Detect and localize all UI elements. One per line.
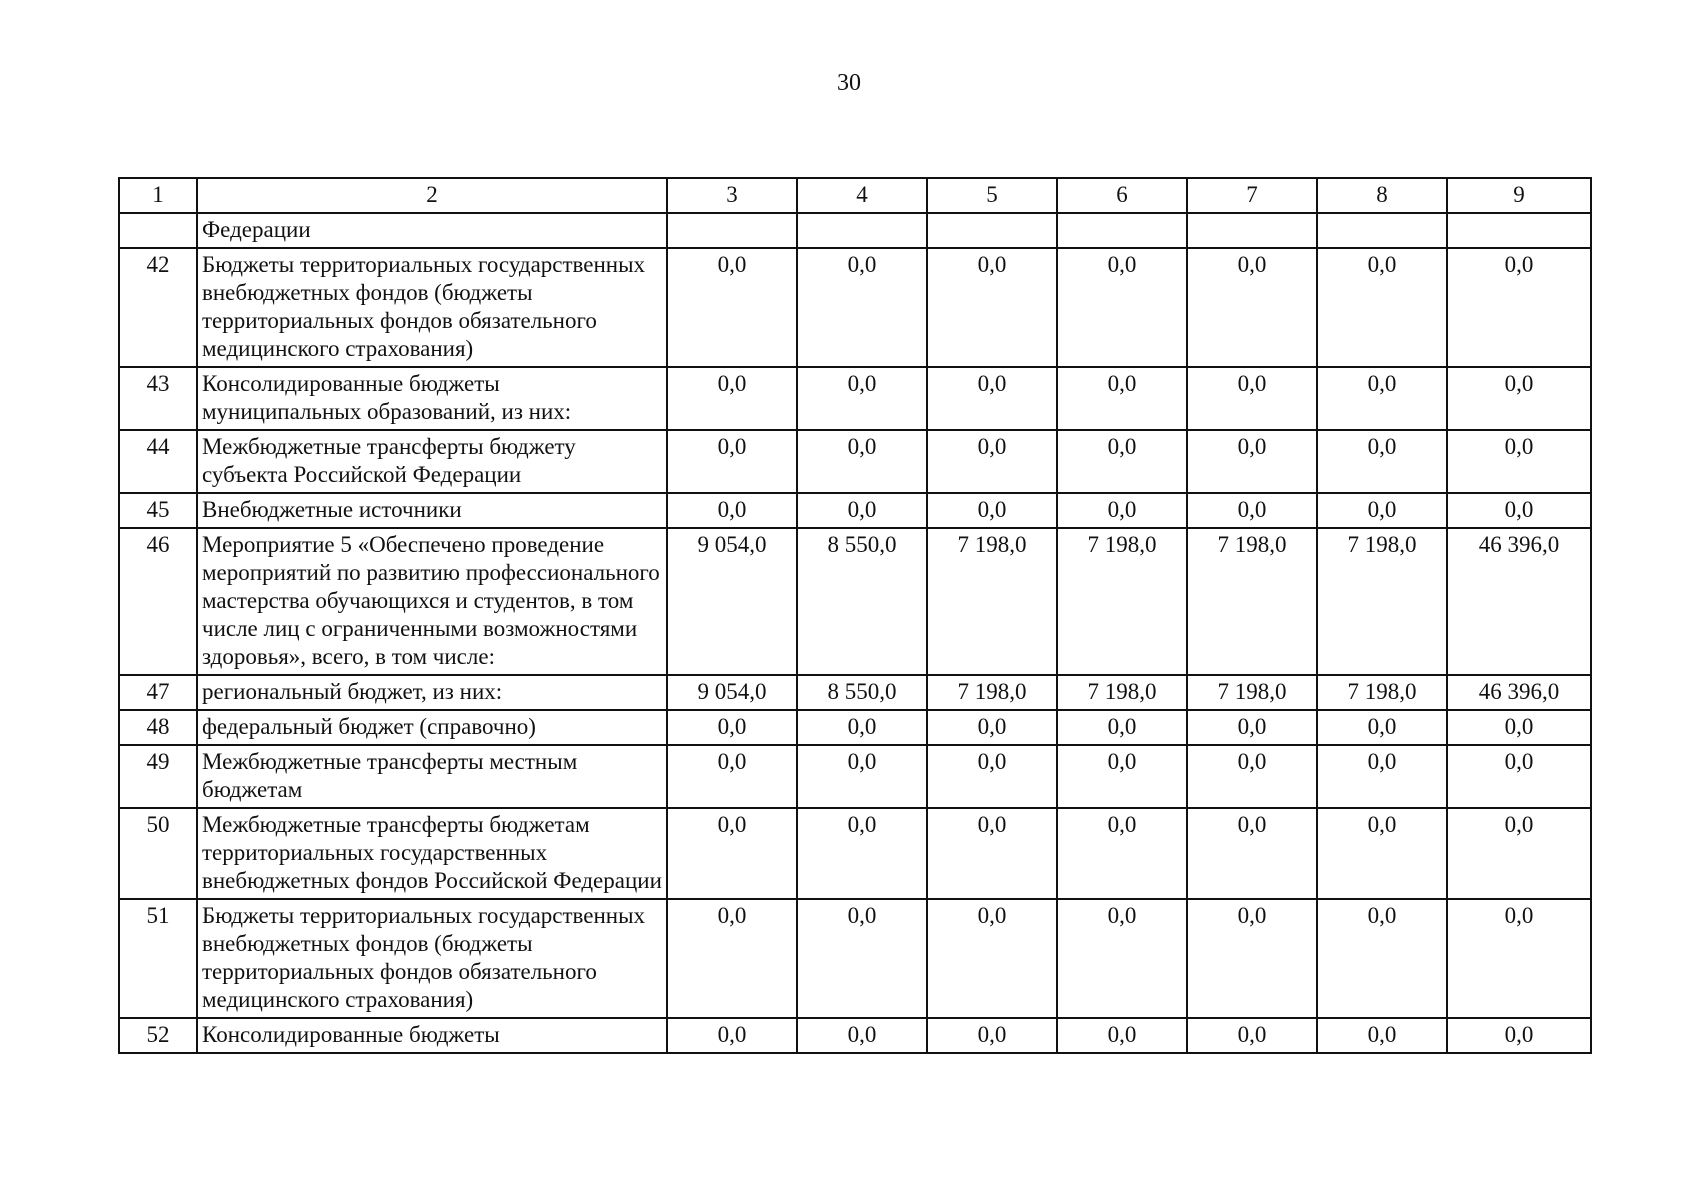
value-cell: 0,0 <box>1187 430 1317 493</box>
row-description: Мероприятие 5 «Обеспечено проведение мероприятий по развитию профессионального мастерства обучающихся и студентов, в том числе лиц с ограниченными возможностями здоровья», всего, в том числе: <box>197 528 667 675</box>
page-number: 30 <box>837 70 861 96</box>
value-cell: 0,0 <box>1057 710 1187 745</box>
row-description: Межбюджетные трансферты бюджетам территориальных государственных внебюджетных фондов Российской Федерации <box>197 808 667 899</box>
value-cell: 0,0 <box>1057 899 1187 1018</box>
value-cell: 0,0 <box>797 248 927 367</box>
value-cell: 0,0 <box>667 710 797 745</box>
row-description: Бюджеты территориальных государственных внебюджетных фондов (бюджеты территориальных фондов обязательного медицинского страхования) <box>197 899 667 1018</box>
value-cell: 7 198,0 <box>1187 528 1317 675</box>
value-cell: 0,0 <box>1057 367 1187 430</box>
value-cell: 0,0 <box>927 710 1057 745</box>
value-cell: 0,0 <box>1057 745 1187 808</box>
value-cell: 0,0 <box>1447 710 1591 745</box>
value-cell: 7 198,0 <box>1057 528 1187 675</box>
value-cell: 0,0 <box>1187 367 1317 430</box>
row-number: 42 <box>119 248 197 367</box>
row-number: 47 <box>119 675 197 710</box>
row-number: 43 <box>119 367 197 430</box>
value-cell: 0,0 <box>667 745 797 808</box>
value-cell: 0,0 <box>927 899 1057 1018</box>
value-cell: 0,0 <box>927 493 1057 528</box>
value-cell: 0,0 <box>1447 248 1591 367</box>
row-number: 44 <box>119 430 197 493</box>
value-cell: 7 198,0 <box>927 675 1057 710</box>
table-row <box>119 1018 1591 1053</box>
row-description: Консолидированные бюджеты <box>197 1018 667 1053</box>
value-cell: 0,0 <box>797 493 927 528</box>
row-number: 48 <box>119 710 197 745</box>
value-cell: 0,0 <box>1187 1018 1317 1053</box>
value-cell: 0,0 <box>1447 367 1591 430</box>
table-row <box>119 675 1591 710</box>
value-cell: 0,0 <box>927 1018 1057 1053</box>
value-cell: 0,0 <box>1447 808 1591 899</box>
value-cell: 0,0 <box>1317 745 1447 808</box>
value-cell: 7 198,0 <box>1317 528 1447 675</box>
value-cell <box>1187 213 1317 248</box>
value-cell: 0,0 <box>1317 430 1447 493</box>
table-row <box>119 493 1591 528</box>
row-description: Внебюджетные источники <box>197 493 667 528</box>
row-number: 46 <box>119 528 197 675</box>
value-cell <box>927 213 1057 248</box>
table-row <box>119 808 1591 899</box>
table-row <box>119 710 1591 745</box>
value-cell: 0,0 <box>1317 1018 1447 1053</box>
value-cell: 0,0 <box>1057 1018 1187 1053</box>
table-row <box>119 248 1591 367</box>
value-cell <box>667 213 797 248</box>
value-cell: 0,0 <box>927 248 1057 367</box>
value-cell: 0,0 <box>927 808 1057 899</box>
value-cell: 0,0 <box>1057 808 1187 899</box>
value-cell: 46 396,0 <box>1447 675 1591 710</box>
table-row <box>119 430 1591 493</box>
table-row <box>119 213 1591 248</box>
value-cell: 0,0 <box>927 745 1057 808</box>
header-row <box>119 178 1591 213</box>
value-cell: 0,0 <box>797 808 927 899</box>
value-cell: 46 396,0 <box>1447 528 1591 675</box>
header-cell: 8 <box>1317 178 1447 213</box>
value-cell: 0,0 <box>667 808 797 899</box>
value-cell: 0,0 <box>1187 248 1317 367</box>
value-cell: 0,0 <box>1187 899 1317 1018</box>
header-cell: 3 <box>667 178 797 213</box>
value-cell: 0,0 <box>1447 745 1591 808</box>
row-number: 50 <box>119 808 197 899</box>
table-header <box>119 178 1591 213</box>
row-number <box>119 213 197 248</box>
budget-table <box>118 177 1592 1054</box>
value-cell: 9 054,0 <box>667 675 797 710</box>
value-cell: 0,0 <box>797 430 927 493</box>
header-cell: 4 <box>797 178 927 213</box>
value-cell: 0,0 <box>1447 493 1591 528</box>
value-cell: 0,0 <box>797 710 927 745</box>
table-body <box>119 213 1591 1053</box>
value-cell: 0,0 <box>667 899 797 1018</box>
value-cell: 7 198,0 <box>1057 675 1187 710</box>
row-description: Межбюджетные трансферты местным бюджетам <box>197 745 667 808</box>
value-cell: 0,0 <box>1057 493 1187 528</box>
value-cell: 0,0 <box>1447 1018 1591 1053</box>
value-cell: 0,0 <box>1317 710 1447 745</box>
value-cell: 0,0 <box>1447 899 1591 1018</box>
value-cell: 0,0 <box>1317 899 1447 1018</box>
value-cell: 0,0 <box>1187 710 1317 745</box>
value-cell: 0,0 <box>1317 248 1447 367</box>
row-description: Консолидированные бюджеты муниципальных образований, из них: <box>197 367 667 430</box>
value-cell: 0,0 <box>667 248 797 367</box>
value-cell: 0,0 <box>667 430 797 493</box>
value-cell: 0,0 <box>1057 430 1187 493</box>
header-cell: 5 <box>927 178 1057 213</box>
value-cell: 0,0 <box>1317 808 1447 899</box>
value-cell: 9 054,0 <box>667 528 797 675</box>
value-cell <box>1057 213 1187 248</box>
value-cell <box>1317 213 1447 248</box>
row-number: 51 <box>119 899 197 1018</box>
row-description: региональный бюджет, из них: <box>197 675 667 710</box>
row-description: Межбюджетные трансферты бюджету субъекта Российской Федерации <box>197 430 667 493</box>
header-cell: 7 <box>1187 178 1317 213</box>
value-cell: 0,0 <box>667 1018 797 1053</box>
row-description: Бюджеты территориальных государственных внебюджетных фондов (бюджеты территориальных фондов обязательного медицинского страхования) <box>197 248 667 367</box>
value-cell: 0,0 <box>667 493 797 528</box>
header-cell: 2 <box>197 178 667 213</box>
row-number: 45 <box>119 493 197 528</box>
value-cell: 0,0 <box>1317 367 1447 430</box>
value-cell: 7 198,0 <box>1187 675 1317 710</box>
value-cell: 0,0 <box>1187 745 1317 808</box>
value-cell: 0,0 <box>1187 493 1317 528</box>
value-cell: 0,0 <box>667 367 797 430</box>
header-cell: 6 <box>1057 178 1187 213</box>
value-cell: 0,0 <box>1057 248 1187 367</box>
table-row <box>119 745 1591 808</box>
value-cell: 0,0 <box>797 367 927 430</box>
value-cell: 7 198,0 <box>1317 675 1447 710</box>
value-cell: 8 550,0 <box>797 528 927 675</box>
value-cell: 0,0 <box>927 367 1057 430</box>
value-cell: 0,0 <box>797 1018 927 1053</box>
table-row <box>119 367 1591 430</box>
value-cell: 0,0 <box>1187 808 1317 899</box>
header-cell: 1 <box>119 178 197 213</box>
value-cell: 0,0 <box>1317 493 1447 528</box>
value-cell <box>797 213 927 248</box>
table-row <box>119 899 1591 1018</box>
value-cell: 0,0 <box>797 899 927 1018</box>
row-description: Федерации <box>197 213 667 248</box>
row-number: 49 <box>119 745 197 808</box>
value-cell: 0,0 <box>1447 430 1591 493</box>
value-cell: 0,0 <box>927 430 1057 493</box>
header-cell: 9 <box>1447 178 1591 213</box>
row-description: федеральный бюджет (справочно) <box>197 710 667 745</box>
value-cell <box>1447 213 1591 248</box>
table-row <box>119 528 1591 675</box>
value-cell: 7 198,0 <box>927 528 1057 675</box>
value-cell: 0,0 <box>797 745 927 808</box>
value-cell: 8 550,0 <box>797 675 927 710</box>
row-number: 52 <box>119 1018 197 1053</box>
